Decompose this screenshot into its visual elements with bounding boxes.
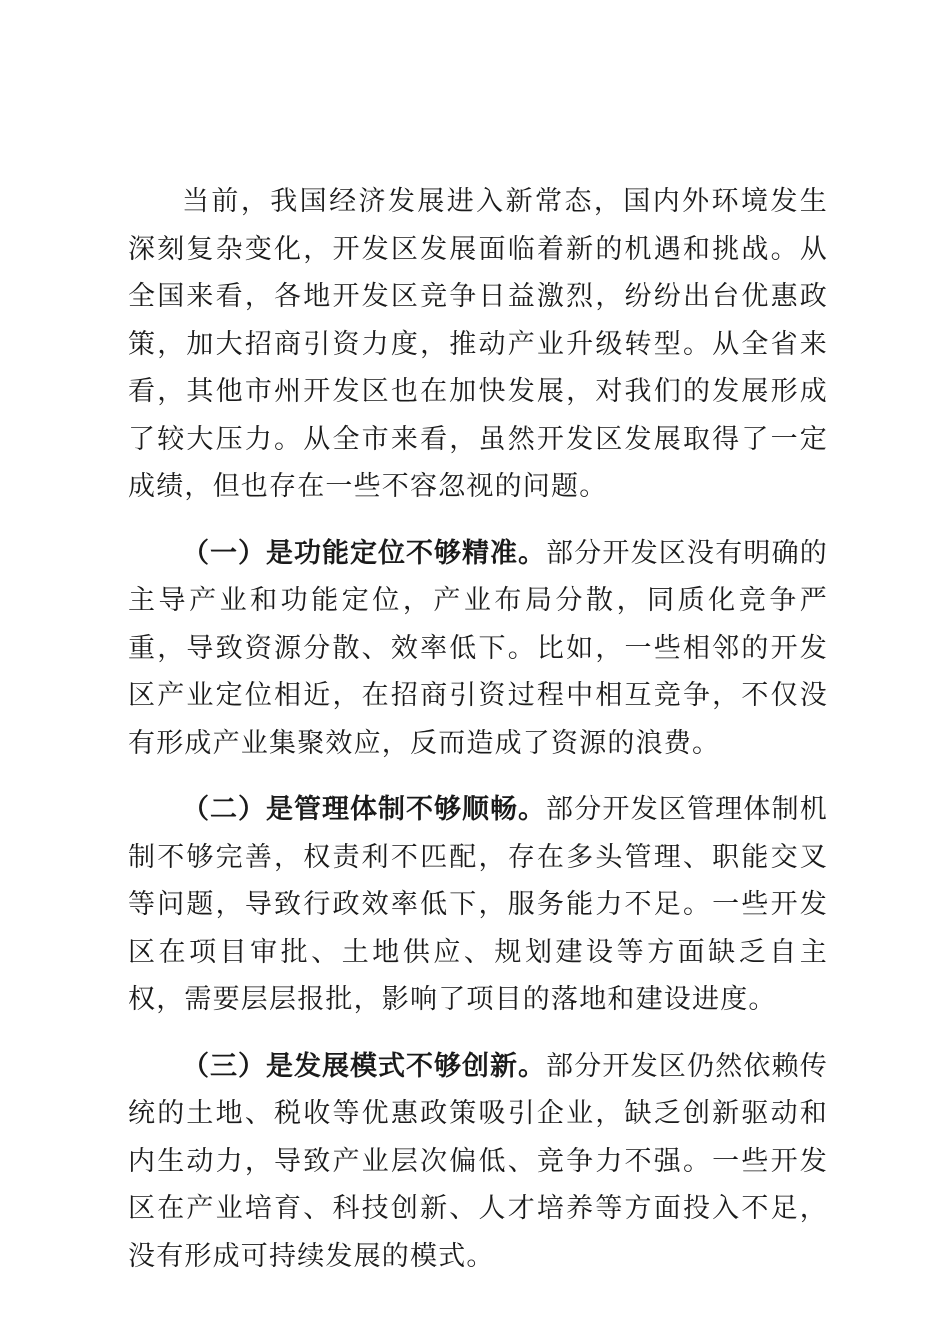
point-body-2: 部分开发区管理体制机制不够完善，权责利不匹配，存在多头管理、职能交叉等问题，导致行政效率低下，服务能力不足。一些开发区在项目审批、土地供应、规划建设等方面缺乏自主权，需要层层报批，影响了项目的落地和建设进度。 <box>128 794 828 1015</box>
intro-paragraph: 当前，我国经济发展进入新常态，国内外环境发生深刻复杂变化，开发区发展面临着新的机遇和挑战。从全国来看，各地开发区竞争日益激烈，纷纷出台优惠政策，加大招商引资力度，推动产业升级转型。从全省来看，其他市州开发区也在加快发展，对我们的发展形成了较大压力。从全市来看，虽然开发区发展取得了一定成绩，但也存在一些不容忽视的问题。 <box>128 186 828 502</box>
point-paragraph-1 <box>128 530 828 768</box>
point-paragraph-2 <box>128 786 828 1024</box>
point-body-3: 部分开发区仍然依赖传统的土地、税收等优惠政策吸引企业，缺乏创新驱动和内生动力，导致产业层次偏低、竞争力不强。一些开发区在产业培育、科技创新、人才培养等方面投入不足，没有形成可持续发展的模式。 <box>128 1050 828 1272</box>
point-heading-3: （三）是发展模式不够创新。 <box>182 1050 546 1082</box>
point-heading-2: （二）是管理体制不够顺畅。 <box>182 794 546 825</box>
point-body-1: 部分开发区没有明确的主导产业和功能定位，产业布局分散，同质化竞争严重，导致资源分散、效率低下。比如，一些相邻的开发区产业定位相近，在招商引资过程中相互竞争，不仅没有形成产业集聚效应，反而造成了资源的浪费。 <box>128 537 828 759</box>
document-body <box>128 178 828 1299</box>
point-heading-1: （一）是功能定位不够精准。 <box>182 537 546 569</box>
point-paragraph-3 <box>128 1043 828 1281</box>
